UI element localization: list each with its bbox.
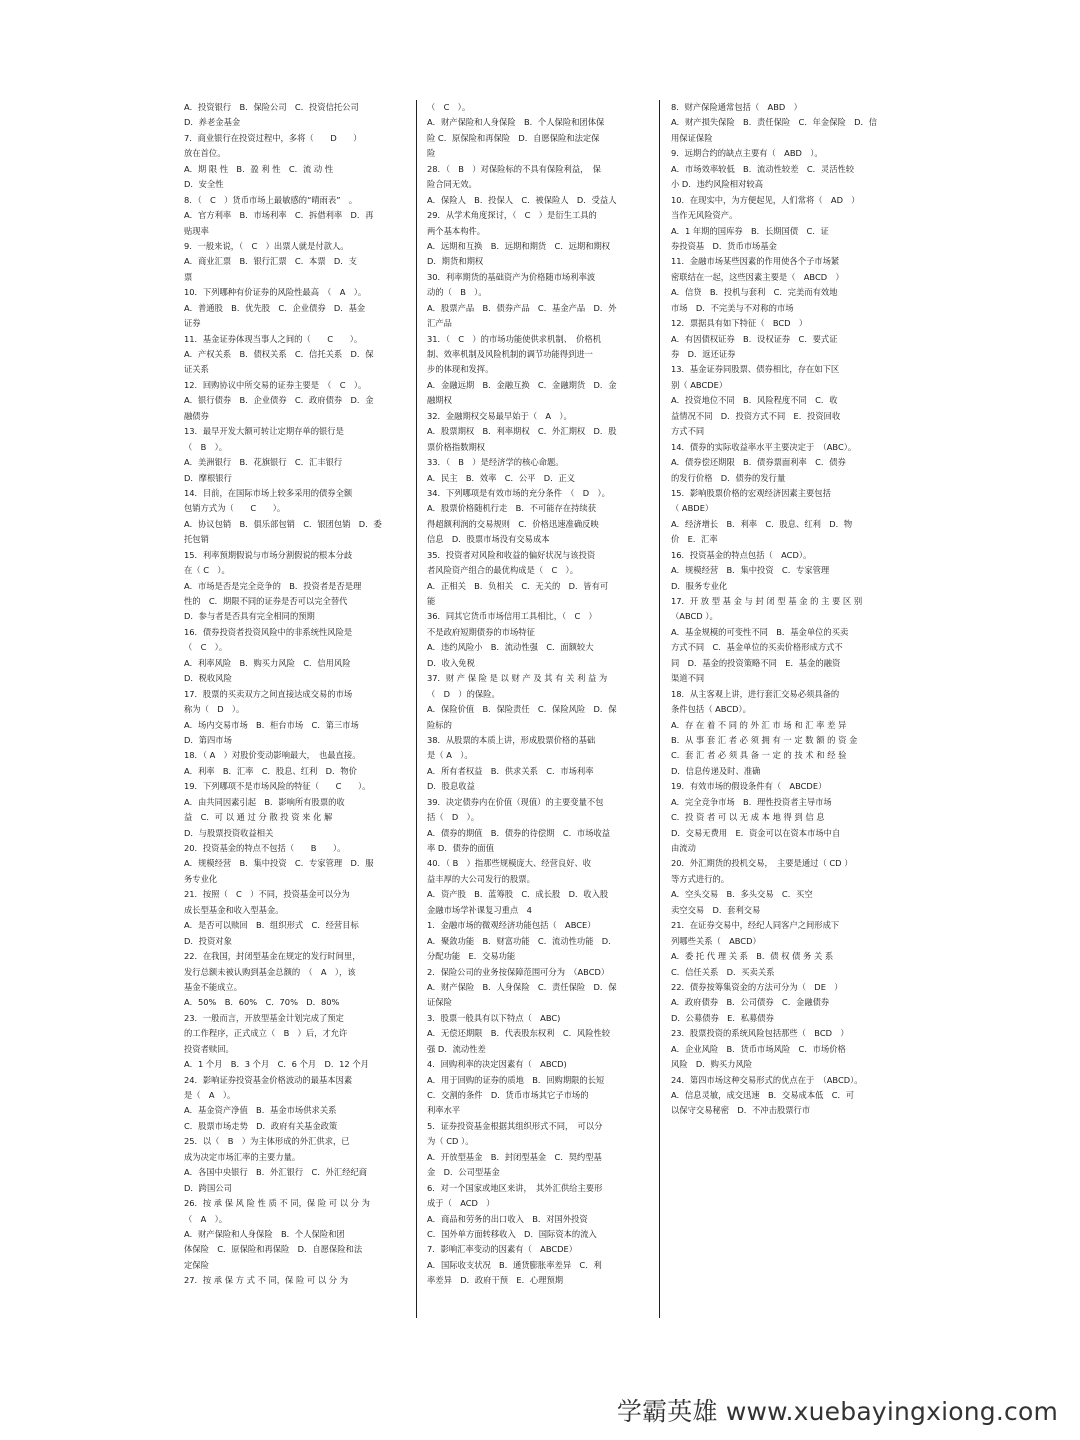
- text-line: D．信息传递及时、准确: [671, 765, 761, 776]
- text-line: 30．利率期货的基础资产为价格随市场利率波: [427, 271, 596, 282]
- text-line: C．信任关系 D．买卖关系: [671, 966, 775, 977]
- text-line: A．聚敛功能 B．财富功能 C．流动性功能 D．: [427, 935, 617, 946]
- text-line: 35．投资者对风险和收益的偏好状况与该投资: [427, 549, 596, 560]
- text-line: D．安全性: [184, 179, 224, 190]
- text-line: （ A ）。: [184, 1213, 228, 1224]
- text-line: A．期 限 性 B．盈 利 性 C．流 动 性: [184, 163, 334, 174]
- text-line: 益情况不同 D．投资方式不同 E．投资回收: [671, 410, 841, 421]
- text-line: 36．同其它货币市场信用工具相比，（ C ）: [427, 611, 597, 622]
- text-line: A．市场是否是完全竞争的 B．投资者是否是理: [184, 580, 362, 591]
- text-line: D．股息收益: [427, 781, 475, 792]
- text-line: 定保险: [184, 1259, 209, 1270]
- column-divider: [659, 100, 660, 1318]
- text-line: A．1 个月 B．3 个月 C．6 个月 D．12 个月: [184, 1059, 369, 1070]
- text-line: 动的（ B ）。: [427, 287, 487, 298]
- text-line: 11．金融市场某些因素的作用使各个子市场紧: [671, 256, 840, 267]
- text-line: B．从 事 套 汇 者 必 须 拥 有 一 定 数 额 的 资 金: [671, 734, 858, 745]
- text-line: 17．开 放 型 基 金 与 封 闭 型 基 金 的 主 要 区 别: [671, 596, 863, 606]
- text-line: 12．回购协议中所交易的证券主要是 （ C ）。: [184, 379, 367, 390]
- text-line: 33．（ B ）是经济学的核心命题。: [427, 457, 564, 468]
- text-line: 金融市场学补课复习重点 4: [427, 904, 532, 915]
- text-line: 27．按 承 保 方 式 不 同，保 险 可 以 分 为: [184, 1275, 349, 1286]
- text-line: 11．基金证券体现当事人之间的（ C ）。: [184, 333, 363, 344]
- text-line: 融债券: [184, 410, 209, 421]
- text-line: 9．远期合约的缺点主要有（ ABD ）。: [671, 148, 823, 159]
- text-line: A．股票价格随机行走 B．不可能存在持续获: [427, 503, 597, 514]
- text-line: 放在首位。: [184, 148, 226, 159]
- text-line: C．投 资 者 可 以 无 成 本 地 得 到 信 息: [671, 812, 825, 823]
- text-line: 17．股票的买卖双方之间直接达成交易的市场: [184, 688, 353, 699]
- text-line: 19．有效市场的假设条件有（ ABCDE）: [671, 781, 827, 792]
- text-line: A．正相关 B．负相关 C．无关的 D．皆有可: [427, 580, 609, 591]
- text-line: （ D ）的保险。: [427, 688, 500, 699]
- text-line: 12．票据具有如下特征（ BCD ）: [671, 318, 808, 329]
- text-line: A．委 托 代 理 关 系 B．债 权 债 务 关 系: [671, 951, 834, 962]
- text-line: 方式不同 C．基金单位的买卖价格形成方式不: [671, 642, 843, 653]
- site-watermark: 学霸英雄 www.xuebayingxiong.com: [616, 1397, 1058, 1426]
- text-line: 23．一般而言，开放型基金计划完成了预定: [184, 1012, 344, 1023]
- text-line: 当作无风险资产。: [671, 210, 738, 221]
- text-line: 密联结在一起，这些因素主要是（ ABCD ）: [671, 271, 844, 282]
- text-line: A．财产保险和人身保险 B．个人保险和团体保: [427, 117, 605, 128]
- text-line: 4．回购利率的决定因素有（ ABCD): [427, 1059, 567, 1070]
- text-line: 16．债券投资者投资风险中的非系统性风险是: [184, 626, 353, 637]
- text-line: （ ABDE）: [671, 503, 714, 514]
- text-line: A．开放型基金 B．封闭型基金 C．契约型基: [427, 1151, 602, 1162]
- text-line: 等方式进行的。: [671, 873, 730, 884]
- text-line: 29．从学术角度探讨，（ C ）是衍生工具的: [427, 210, 597, 221]
- text-line: A．经济增长 B．利率 C．股息、红利 D．物: [671, 518, 853, 529]
- text-line: 证券: [184, 318, 201, 329]
- text-line: A．银行债券 B．企业债券 C．政府债券 D．金: [184, 395, 374, 406]
- text-line: 14．债券的实际收益率水平主要决定于 （ABC）。: [671, 441, 857, 452]
- text-line: 2．保险公司的业务按保障范围可分为 （ABCD）: [427, 966, 610, 977]
- text-line: 28．（ B ）对保险标的不具有保险利益， 保: [427, 163, 601, 174]
- text-line: 率 D．债券的面值: [427, 843, 495, 853]
- text-line: A．产权关系 B．债权关系 C．信托关系 D．保: [184, 349, 374, 359]
- text-line: 金 D．公司型基金: [427, 1167, 500, 1178]
- text-line: 15．影响股票价格的宏观经济因素主要包括: [671, 487, 831, 498]
- text-line: D．投资对象: [184, 935, 232, 946]
- text-line: 同 D．基金的投资策略不同 E．基金的融资: [671, 657, 841, 668]
- text-line: A．市场效率较低 B．流动性较差 C．灵活性较: [671, 163, 855, 174]
- text-line: 的工作程序，正式成立（ B ）后，才允许: [184, 1028, 348, 1039]
- text-column-right: [671, 100, 903, 1119]
- text-line: 40．（ B ）指那些规模庞大、经营良好、收: [427, 858, 592, 869]
- text-line: A．债券偿还期限 B．债券票面利率 C．债券: [671, 457, 846, 468]
- text-line: 制、效率机制及风险机制的调节功能得到进一: [427, 349, 593, 359]
- text-line: （ABCD ）。: [671, 611, 718, 622]
- text-line: A．商品和劳务的出口收入 B．对国外投资: [427, 1213, 588, 1224]
- text-line: A．规模经营 B．集中投资 C．专家管理 D．服: [184, 858, 374, 869]
- text-line: D．参与者是否具有完全相同的预期: [184, 611, 315, 622]
- text-line: 贴现率: [184, 225, 209, 236]
- text-line: 成于（ ACD ）: [427, 1198, 495, 1209]
- text-line: 24．影响证券投资基金价格波动的最基本因素: [184, 1074, 353, 1085]
- text-line: D．税收风险: [184, 673, 232, 684]
- text-line: 用保证保险: [671, 132, 713, 143]
- column-divider: [416, 100, 417, 1318]
- text-line: 得超额利润的交易规则 C．价格迅速准确反映: [427, 518, 599, 529]
- text-line: 19．下列哪项不是市场风险的特征（ C ）。: [184, 781, 371, 792]
- text-line: D．跨国公司: [184, 1182, 232, 1193]
- text-line: A．远期和互换 B．远期和期货 C．远期和期权: [427, 240, 611, 251]
- text-line: A．普通股 B．优先股 C．企业债券 D．基金: [184, 302, 366, 313]
- text-line: 为（ CD ）。: [427, 1136, 474, 1147]
- text-line: 括（ D ）。: [427, 812, 480, 823]
- text-line: C．国外单方面转移收入 D．国际资本的流入: [427, 1228, 597, 1239]
- text-line: D．收入免税: [427, 657, 475, 668]
- text-line: A．财产保险和人身保险 B．个人保险和团: [184, 1228, 345, 1239]
- text-line: 票价格指数期权: [427, 441, 486, 452]
- text-line: 证保险: [427, 997, 452, 1008]
- text-line: A．有因债权证券 B．设权证券 C．要式证: [671, 333, 838, 344]
- text-line: C．股票市场走势 D．政府有关基金政策: [184, 1120, 338, 1131]
- text-line: 8．财产保险通常包括（ ABD ）: [671, 102, 802, 112]
- text-line: 13．基金证券同股票、债券相比，存在如下区: [671, 364, 840, 375]
- text-line: A．保险价值 B．保险责任 C．保险风险 D．保: [427, 704, 617, 715]
- text-line: 价 E．汇率: [671, 534, 718, 545]
- text-line: A．是否可以赎回 B．组织形式 C．经营目标: [184, 920, 359, 931]
- text-line: 34．下列哪项是有效市场的充分条件 （ D ）。: [427, 487, 610, 498]
- text-line: A．股票期权 B．利率期权 C．外汇期权 D．股: [427, 426, 617, 437]
- text-line: 证关系: [184, 364, 209, 375]
- text-line: A．股票产品 B．债券产品 C．基金产品 D．外: [427, 302, 617, 313]
- text-line: 6．对一个国家或地区来讲， 其外汇供给主要形: [427, 1182, 603, 1193]
- text-line: （ C ）。: [427, 102, 471, 112]
- text-line: A．各国中央银行 B．外汇银行 C．外汇经纪商: [184, 1167, 368, 1178]
- text-line: 23．股票投资的系统风险包括那些（ BCD ）: [671, 1028, 849, 1039]
- text-line: 是（ A ）。: [184, 1090, 236, 1100]
- text-line: 15．利率预期假说与市场分割假说的根本分歧: [184, 549, 353, 560]
- text-line: 3．股票一般具有以下特点（ ABC): [427, 1012, 561, 1023]
- text-line: 投资者赎回。: [184, 1043, 234, 1054]
- text-line: 24．第四市场这种交易形式的优点在于 （ABCD）。: [671, 1074, 863, 1085]
- text-line: A．商业汇票 B．银行汇票 C．本票 D．支: [184, 256, 357, 267]
- text-line: A．由共同因素引起 B．影响所有股票的收: [184, 796, 345, 807]
- text-line: 汇产品: [427, 318, 452, 329]
- text-line: 益丰厚的大公司发行的股票。: [427, 873, 535, 884]
- text-line: 性的 C．期限不同的证券是否可以完全替代: [184, 596, 348, 606]
- text-line: 10．下列哪种有价证券的风险性最高 （ A ）。: [184, 287, 367, 298]
- text-line: 强 D．流动性差: [427, 1043, 486, 1054]
- text-line: 16．投资基金的特点包括（ ACD）。: [671, 549, 812, 560]
- text-line: 信息 D．股票市场没有交易成本: [427, 534, 550, 545]
- text-line: 9．一般来说，（ C ）出票人就是付款人。: [184, 240, 349, 251]
- text-line: D．服务专业化: [671, 580, 728, 591]
- text-line: 21．按照（ C ）不同，投资基金可以分为: [184, 889, 350, 900]
- text-line: D．交易无费用 E．资金可以在资本市场中自: [671, 827, 841, 838]
- text-line: 步的体现和发挥。: [427, 364, 494, 375]
- text-line: A．资产股 B．蓝筹股 C．成长股 D．收入股: [427, 889, 609, 900]
- text-line: 18．（ A ）对股价变动影响最大， 也最直接。: [184, 750, 361, 761]
- text-line: A．信息灵敏，成交迅速 B．交易成本低 C．可: [671, 1090, 855, 1100]
- text-line: 体保险 C．原保险和再保险 D．自愿保险和法: [184, 1244, 363, 1255]
- text-line: A．金融远期 B．金融互换 C．金融期货 D．金: [427, 379, 617, 390]
- text-line: 26．按 承 保 风 险 性 质 不 同，保 险 可 以 分 为: [184, 1198, 370, 1209]
- text-line: 成长型基金和收入型基金。: [184, 904, 284, 915]
- text-line: 18．从主客观上讲，进行套汇交易必须具备的: [671, 688, 840, 699]
- text-line: 31．（ C ）的市场功能使供求机制、 价格机: [427, 333, 601, 344]
- text-line: 发行总额未被认购到基金总额的 （ A ），该: [184, 966, 356, 977]
- text-line: 条件包括（ ABCD）。: [671, 704, 751, 715]
- text-line: C．交割的条件 D．货币市场其它子市场的: [427, 1090, 589, 1100]
- text-column-middle: [427, 100, 659, 1289]
- text-line: C．套 汇 者 必 须 具 备 一 定 的 技 术 和 经 验: [671, 750, 847, 761]
- text-line: 票: [184, 271, 193, 282]
- text-line: 7．影响汇率变动的因素有（ ABCDE）: [427, 1244, 578, 1255]
- text-line: 利率水平: [427, 1105, 461, 1116]
- text-line: （ C ）。: [184, 642, 228, 653]
- text-line: 券投资基 D．货币市场基金: [671, 240, 777, 251]
- text-line: A．企业风险 B．货币市场风险 C．市场价格: [671, 1043, 846, 1054]
- text-line: A．政府债券 B．公司债券 C．金融债券: [671, 997, 830, 1008]
- text-line: 融期权: [427, 395, 452, 406]
- text-line: 20．外汇期货的投机交易， 主要是通过（ CD ）: [671, 858, 853, 869]
- text-line: A．财产保险 B．人身保险 C．责任保险 D．保: [427, 981, 617, 992]
- text-line: D．期货和期权: [427, 256, 484, 267]
- text-line: A．完全竞争市场 B．理性投资者主导市场: [671, 796, 832, 807]
- text-line: A．保险人 B．投保人 C．被保险人 D．受益人: [427, 194, 617, 205]
- text-line: 包销方式为（ C ）。: [184, 503, 286, 514]
- text-line: 称为（ D ）。: [184, 704, 245, 715]
- text-line: A．存 在 着 不 同 的 外 汇 市 场 和 汇 率 差 异: [671, 719, 847, 730]
- text-line: 险合同无效。: [427, 179, 477, 190]
- text-line: 别（ ABCDE）: [671, 379, 728, 390]
- text-line: 者风险资产组合的最优构成是（ C ）。: [427, 565, 578, 576]
- text-line: A．空头交易 B．多头交易 C．买空: [671, 889, 813, 900]
- text-line: A．基金资产净值 B．基金市场供求关系: [184, 1105, 337, 1116]
- text-line: 的发行价格 D．债券的发行量: [671, 472, 786, 483]
- text-line: 22．在我国，封闭型基金在规定的发行时间里，: [184, 951, 361, 962]
- text-line: D．与股票投资收益相关: [184, 827, 274, 838]
- text-line: A．所有者权益 B．供求关系 C．市场利率: [427, 765, 594, 776]
- text-line: A．规模经营 B．集中投资 C．专家管理: [671, 565, 830, 576]
- text-line: A．官方利率 B．市场利率 C．拆借利率 D．再: [184, 210, 374, 221]
- text-line: （ B ）。: [184, 441, 228, 452]
- text-line: 不是政府短期债券的市场特征: [427, 626, 535, 637]
- text-line: 方式不同: [671, 426, 705, 437]
- text-line: A．违约风险小 B．流动性强 C．面额较大: [427, 642, 594, 653]
- text-line: 托包销: [184, 534, 209, 545]
- text-line: 5．证券投资基金根据其组织形式不同， 可以分: [427, 1120, 603, 1131]
- text-line: 券 D．返还证券: [671, 349, 736, 359]
- text-line: 卖空交易 D．套利交易: [671, 904, 761, 915]
- text-line: 20．投资基金的特点不包括（ B ）。: [184, 843, 346, 853]
- text-line: A．投资银行 B．保险公司 C．投资信托公司: [184, 102, 359, 112]
- text-line: 37．财 产 保 险 是 以 财 产 及 其 有 关 利 益 为: [427, 673, 608, 684]
- text-line: 能: [427, 596, 436, 606]
- text-line: 以保守交易秘密 D．不冲击股票行市: [671, 1105, 811, 1116]
- text-line: D．第四市场: [184, 734, 232, 745]
- text-line: 39．决定债券内在价值（现值）的主要变量不包: [427, 796, 604, 807]
- text-line: 32．金融期权交易最早始于（ A ）。: [427, 410, 572, 421]
- text-line: A．美洲银行 B．花旗银行 C．汇丰银行: [184, 457, 343, 468]
- text-line: 21．在证券交易中，经纪人同客户之间形成下: [671, 920, 840, 931]
- text-line: A．利率风险 B．购买力风险 C．信用风险: [184, 657, 351, 668]
- text-line: A．投资地位不同 B．风险程度不同 C．收: [671, 395, 838, 406]
- text-line: A．民主 B．效率 C．公平 D．正义: [427, 472, 576, 483]
- text-line: 基金不能成立。: [184, 981, 243, 992]
- text-line: 8．（ C ）货币市场上最敏感的“晴雨表” 。: [184, 194, 358, 205]
- text-line: A．1 年期的国库券 B．长期国债 C．证: [671, 225, 829, 236]
- text-line: 成为决定市场汇率的主要力量。: [184, 1151, 301, 1162]
- text-line: 25．以（ B ）为主体形成的外汇供求，已: [184, 1136, 350, 1147]
- text-line: A．协议包销 B．俱乐部包销 C．银团包销 D．委: [184, 518, 382, 529]
- text-line: 22．债券按筹集资金的方法可分为（ DE ）: [671, 981, 843, 992]
- text-line: A．信贷 B．投机与套利 C．完美而有效地: [671, 287, 838, 298]
- text-line: 由流动: [671, 843, 696, 853]
- text-line: 率差异 D．政府干预 E．心理预期: [427, 1275, 564, 1286]
- text-line: 险标的: [427, 719, 452, 730]
- text-line: 列哪些关系（ ABCD）: [671, 935, 761, 946]
- text-line: 13．最早开发大额可转让定期存单的银行是: [184, 426, 344, 437]
- text-line: A．利率 B．汇率 C．股息、红利 D．物价: [184, 765, 357, 776]
- text-line: 市场 D．不完美与不对称的市场: [671, 302, 794, 313]
- text-line: 分配功能 E．交易功能: [427, 951, 516, 962]
- text-line: A．债券的期值 B．债券的待偿期 C．市场收益: [427, 827, 611, 838]
- text-line: 38．从股票的本质上讲，形成股票价格的基础: [427, 734, 596, 745]
- text-line: 渠道不同: [671, 673, 705, 684]
- text-line: D．养老金基金: [184, 117, 241, 128]
- text-line: D．摩根银行: [184, 472, 232, 483]
- text-line: 1．金融市场的微观经济功能包括（ ABCE）: [427, 920, 596, 931]
- text-line: A．国际收支状况 B．通货膨胀率差异 C．利: [427, 1259, 602, 1270]
- text-line: D．公募债券 E．私募债券: [671, 1012, 774, 1023]
- text-column-left: [184, 100, 416, 1289]
- text-line: A．场内交易市场 B．柜台市场 C．第三市场: [184, 719, 359, 730]
- text-line: A．基金规模的可变性不同 B．基金单位的买卖: [671, 626, 849, 637]
- text-line: 两个基本构件。: [427, 225, 486, 236]
- text-line: 益 C．可 以 通 过 分 散 投 资 来 化 解: [184, 812, 333, 823]
- text-line: 14．目前，在国际市场上较多采用的债券全额: [184, 487, 353, 498]
- text-line: A．财产损失保险 B．责任保险 C．年金保险 D．信: [671, 117, 878, 128]
- text-line: A．用于回购的证券的质地 B．回购期限的长短: [427, 1074, 605, 1085]
- text-line: 险: [427, 148, 436, 159]
- text-line: 7．商业银行在投资过程中，多将（ D ）: [184, 132, 362, 143]
- text-line: 是（ A ）。: [427, 750, 473, 761]
- text-line: 风险 D．购买力风险: [671, 1059, 753, 1070]
- text-line: A．无偿还期限 B．代表股东权利 C．风险性较: [427, 1028, 611, 1039]
- text-line: 务专业化: [184, 873, 218, 884]
- text-line: 险 C．原保险和再保险 D．自愿保险和法定保: [427, 132, 600, 143]
- text-line: 在（ C ）。: [184, 565, 230, 576]
- text-line: A．50% B．60% C．70% D．80%: [184, 997, 340, 1008]
- text-line: 小 D．违约风险相对较高: [671, 179, 763, 190]
- text-line: 10．在现实中，为方便起见，人们常将（ AD ）: [671, 194, 860, 205]
